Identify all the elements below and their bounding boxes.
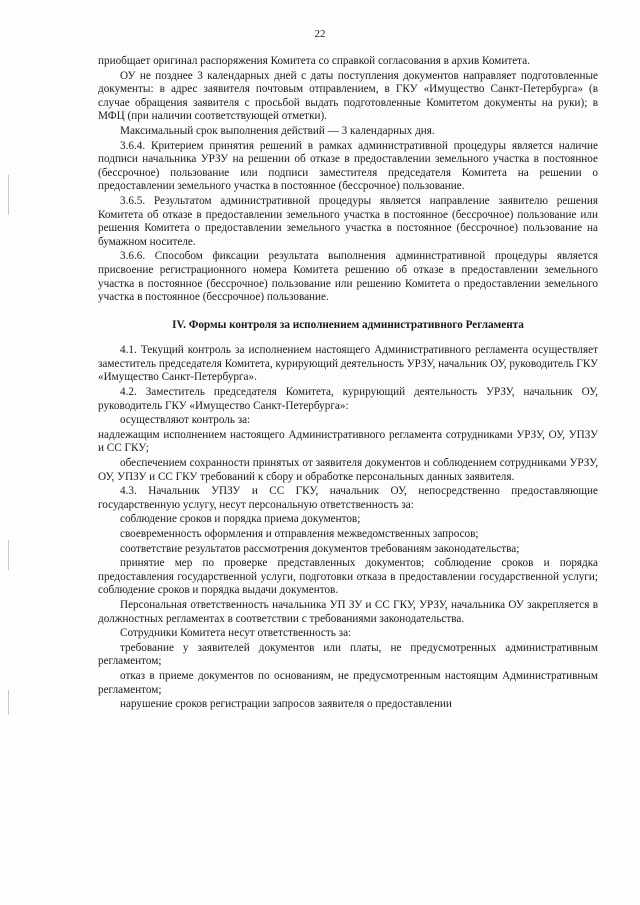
document-body [98, 55, 598, 713]
paragraph: 4.3. Начальник УПЗУ и СС ГКУ, начальник ОУ, непосредственно предоставляющие государственную услугу, несут персональную ответственность за: [98, 485, 598, 511]
paragraph: осуществляют контроль за: [120, 414, 251, 427]
section-heading: IV. Формы контроля за исполнением административного Регламента [172, 318, 524, 331]
paragraph: Персональная ответственность начальника УП ЗУ и СС ГКУ, УРЗУ, начальника ОУ закрепляется в должностных регламентах в соответствии с требованиями законодательства. [98, 598, 598, 625]
list-item: требование у заявителей документов или платы, не предусмотренных административным регламентом; [98, 641, 598, 668]
paragraph: 4.2. Заместитель председателя Комитета, курирующий деятельность УРЗУ, начальник ОУ, руководитель ГКУ «Имущество Санкт-Петербурга»: [98, 386, 598, 412]
list-item: соответствие результатов рассмотрения документов требованиям законодательства; [120, 542, 520, 555]
paragraph: надлежащим исполнением настоящего Административного регламента сотрудниками УРЗУ, ОУ, УПЗУ и СС ГКУ; [98, 428, 598, 455]
paragraph: приобщает оригинал распоряжения Комитета со справкой согласования в архив Комитета. [98, 55, 530, 67]
paragraph: Сотрудники Комитета несут ответственность за: [120, 627, 352, 640]
scan-margin-mark [8, 690, 9, 715]
paragraph: обеспечением сохранности принятых от заявителя документов и соблюдением сотрудниками УРЗУ, ОУ, УПЗУ и СС ГКУ требований к сбору и обработке персональных данных заявителя. [98, 457, 598, 483]
paragraph: Максимальный срок выполнения действий — 3 календарных дня. [120, 124, 435, 137]
paragraph: 3.6.4. Критерием принятия решений в рамках административной процедуры является наличие подписи начальника УРЗУ на решении об отказе в предоставлении земельного участка в постоянное (бессрочное) пользование или подписи заместителя председателя Комитета на решении о предоставлении земельного участка в постоянное (бессрочное) пользование. [98, 139, 598, 193]
list-item: отказ в приеме документов по основаниям, не предусмотренным настоящим Административным регламентом; [98, 669, 598, 696]
list-item: соблюдение сроков и порядка приема документов; [120, 513, 361, 526]
paragraph: 3.6.6. Способом фиксации результата выполнения административной процедуры является присвоение регистрационного номера Комитета решению об отказе в предоставлении земельного участка в постоянное (бессрочное) пользование или решению Комитета о предоставлении земельного участка в постоянное (бессрочное) пользование. [98, 250, 598, 304]
list-item: своевременность оформления и отправления межведомственных запросов; [120, 528, 479, 540]
list-item: нарушение сроков регистрации запросов заявителя о предоставлении [120, 698, 452, 711]
paragraph: 4.1. Текущий контроль за исполнением настоящего Административного регламента осуществляет заместитель председателя Комитета, курирующий деятельность УРЗУ, начальник ОУ, руководитель ГКУ «Имущество Санкт-Петербурга». [98, 344, 598, 384]
list-item: принятие мер по проверке представленных документов; соблюдение сроков и порядка предоставления государственной услуги, подготовки отказа в предоставлении государственной услуги; соблюдение сроков и порядка выдачи документов. [98, 557, 598, 597]
scan-margin-mark [8, 540, 9, 570]
paragraph: ОУ не позднее 3 календарных дней с даты поступления документов направляет подготовленные документы: в адрес заявителя почтовым отправлением, в ГКУ «Имущество Санкт-Петербурга» (в случае обращения заявителя с просьбой выдать подготовленные Комитетом документы на руки); в МФЦ (при наличии соответствующей отметки). [98, 69, 598, 123]
scan-margin-mark [8, 175, 9, 215]
page-number: 22 [314, 28, 326, 40]
paragraph: 3.6.5. Результатом административной процедуры является направление заявителю решения Комитета об отказе в предоставлении земельного участка в постоянное (бессрочное) пользование или решения Комитета о предоставлении земельного участка в постоянное (бессрочное) пользование на бумажном носителе. [98, 194, 598, 248]
